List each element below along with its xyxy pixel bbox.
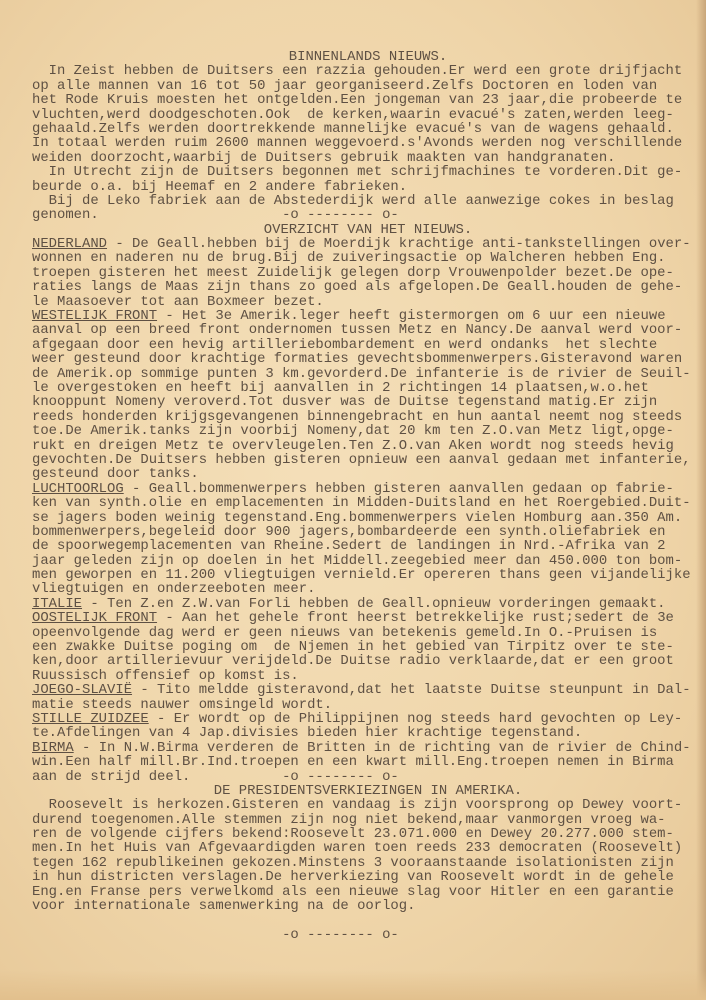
text-line — [32, 367, 704, 381]
line-text: - Het 3e Amerik.leger heeft gistermorgen om 6 uur een nieuwe — [157, 308, 666, 325]
news-item-lead-line — [32, 237, 704, 251]
text-line — [32, 439, 704, 453]
news-item-lead-line — [32, 309, 704, 323]
line-text: gevochten.De Duitsers hebben gisteren opnieuw een aanval gedaan met infanterie, — [32, 451, 691, 468]
line-text: le overgestoken en heeft bij aanvallen in 2 richtingen 14 plaatsen,w.o.het — [32, 379, 649, 396]
line-text: gesteund door tanks. — [32, 466, 199, 483]
line-text: aan de strijd deel. -o -------- o- — [32, 768, 399, 785]
text-line — [32, 568, 704, 582]
line-text: weiden doorzocht,waarbij de Duitsers gebruik maakten van handgranaten. — [32, 149, 616, 166]
line-text: men geworpen en 11.200 vliegtuigen vernield.Er opereren thans geen vijandelijke — [32, 567, 691, 584]
line-text: - In N.W.Birma verderen de Britten in de richting van de rivier de Chind- — [73, 739, 691, 756]
news-item-lead-line — [32, 741, 704, 755]
text-line — [32, 885, 704, 899]
line-text: de Amerik.op sommige punten 3 km.gevorderd.De infanterie is de rivier de Seuil- — [32, 365, 691, 382]
line-text: afgegaan door een hevig artilleriebombardement en werd ondanks het slechte — [32, 336, 658, 353]
text-line — [32, 266, 704, 280]
line-text: weer gesteund door krachtige formaties gevechtsbommenwerpers.Gisteravond waren — [32, 351, 683, 368]
text-line — [32, 79, 704, 93]
line-text: - Aan het gehele front heerst betrekkelijke rust;sedert de 3e — [157, 610, 674, 627]
section-heading — [32, 223, 704, 237]
line-text: genomen. -o -------- o- — [32, 207, 399, 224]
text-line — [32, 467, 704, 481]
line-text: DE PRESIDENTSVERKIEZINGEN IN AMERIKA. — [213, 782, 523, 799]
text-line — [32, 770, 704, 784]
line-text: wonnen en naderen nu de brug.Bij de zuiveringsactie op Walcheren hebben Eng. — [32, 250, 666, 267]
section-label: STILLE ZUIDZEE — [32, 710, 149, 727]
text-line — [32, 136, 704, 150]
text-line — [32, 165, 704, 179]
text-line — [32, 726, 704, 740]
line-text: opeenvolgende dag werd er geen nieuws van betekenis gemeld.In O.-Pruisen is — [32, 624, 658, 641]
text-line — [32, 410, 704, 424]
line-text: In totaal werden ruim 2600 mannen weggevoerd.s'Avonds werden nog verschillende — [32, 135, 683, 152]
line-text: durend toegenomen.Alle stemmen zijn nog niet bekend,maar vanmorgen vroeg wa- — [32, 811, 666, 828]
section-label: WESTELIJK FRONT — [32, 308, 158, 325]
text-line — [32, 180, 704, 194]
line-text: Bij de Leko fabriek aan de Abstederdijk werd alle aanwezige cokes in beslag — [32, 192, 674, 209]
line-text: win.Een half mill.Br.Ind.troepen en een kwart mill.Eng.troepen nemen in Birma — [32, 754, 674, 771]
text-line — [32, 582, 704, 596]
line-text: Roosevelt is herkozen.Gisteren en vandaag is zijn voorsprong op Dewey voort- — [32, 797, 683, 814]
text-line — [32, 194, 704, 208]
text-line — [32, 755, 704, 769]
line-text: beurde o.a. bij Heemaf en 2 andere fabrieken. — [32, 178, 408, 195]
typewritten-newsletter — [32, 50, 704, 942]
line-text: op alle mannen van 16 tot 50 jaar georganiseerd.Zelfs Doctoren en loden van — [32, 77, 658, 94]
line-text: - De Geall.hebben bij de Moerdijk krachtige anti-tankstellingen over- — [107, 236, 691, 253]
news-item-lead-line — [32, 597, 704, 611]
text-line — [32, 899, 704, 913]
text-line — [32, 93, 704, 107]
text-line — [32, 626, 704, 640]
news-item-lead-line — [32, 482, 704, 496]
text-line — [32, 798, 704, 812]
line-text: bommenwerpers,begeleid door 900 jagers,bombardeerde een synth.oliefabriek en — [32, 523, 666, 540]
text-line — [32, 208, 704, 222]
section-heading — [32, 784, 704, 798]
text-line — [32, 251, 704, 265]
text-line — [32, 122, 704, 136]
text-line — [32, 827, 704, 841]
line-text: rukt en dreigen Metz te overvleugelen.Ten Z.O.van Aken wordt nog steeds hevig — [32, 437, 674, 454]
text-line — [32, 151, 704, 165]
line-text: ren de volgende cijfers bekend:Roosevelt 23.071.000 en Dewey 20.277.000 stem- — [32, 826, 674, 843]
section-label: ITALIE — [32, 595, 83, 612]
text-line — [32, 108, 704, 122]
news-item-lead-line — [32, 712, 704, 726]
line-text: se jagers boden weinig tegenstand.Eng.bommenwerpers vielen Homburg aan.350 Am. — [32, 509, 683, 526]
line-text: voor internationale samenwerking na de oorlog. — [32, 898, 416, 915]
text-line — [32, 654, 704, 668]
section-label: BIRMA — [32, 739, 74, 756]
text-line — [32, 280, 704, 294]
line-text: - Er wordt op de Philippijnen nog steeds hard gevochten op Ley- — [148, 710, 683, 727]
section-label: LUCHTOORLOG — [32, 480, 124, 497]
line-text: matie steeds nauwer omsingeld wordt. — [32, 696, 333, 713]
paper-bottom-shade — [0, 970, 706, 1000]
line-text: reeds honderden krijgsgevangenen binnengebracht en hun aantal neemt nog steeds — [32, 408, 683, 425]
line-text: Eng.en Franse pers verwelkomd als een nieuwe slag voor Hitler en een garantie — [32, 883, 674, 900]
news-item-lead-line — [32, 683, 704, 697]
line-text: - Geall.bommenwerpers hebben gisteren aanvallen gedaan op fabrie- — [123, 480, 674, 497]
line-text: BINNENLANDS NIEUWS. — [288, 49, 448, 65]
line-text: OVERZICHT VAN HET NIEUWS. — [263, 221, 473, 238]
line-text: raties langs de Maas zijn thans zo goed als afgelopen.De Geall.houden de gehe- — [32, 279, 683, 296]
line-text: Ruussisch offensief op komst is. — [32, 667, 299, 684]
section-label: JOEGO-SLAVIË — [32, 682, 133, 699]
text-line — [32, 381, 704, 395]
line-text: in hun districten verslagen.De herverkiezing van Roosevelt wordt in de gehele — [32, 869, 674, 886]
line-text: -o -------- o- — [32, 926, 399, 943]
text-line — [32, 525, 704, 539]
text-line — [32, 928, 704, 942]
line-text: aanval op een breed front ondernomen tussen Metz en Nancy.De aanval werd voor- — [32, 322, 683, 339]
line-text: vluchten,werd doodgeschoten.Ook de kerken,waarin evacué's zaten,werden leeg- — [32, 106, 674, 123]
text-line — [32, 640, 704, 654]
line-text: knooppunt Nomeny veroverd.Tot dusver was de Duitse tegenstand matig.Er zijn — [32, 394, 658, 411]
line-text: In Utrecht zijn de Duitsers begonnen met schrijfmachines te vorderen.Dit ge- — [32, 164, 683, 181]
section-label: NEDERLAND — [32, 236, 108, 253]
text-line — [32, 496, 704, 510]
line-text: de spoorwegemplacementen van Rheine.Sedert de landingen in Nrd.-Afrika van 2 — [32, 538, 666, 555]
text-line — [32, 870, 704, 884]
text-line — [32, 295, 704, 309]
line-text: toe.De Amerik.tanks zijn voorbij Nomeny,dat 20 km ten Z.O.van Metz ligt,opge- — [32, 423, 674, 440]
line-text: gehaald.Zelfs werden doortrekkende mannelijke evacué's van de wagens gehaald. — [32, 120, 674, 137]
line-text: vliegtuigen en onderzeeboten meer. — [32, 581, 316, 598]
text-line — [32, 841, 704, 855]
text-line — [32, 323, 704, 337]
line-text: tegen 162 republikeinen gekozen.Minstens 3 vooraanstaande isolationisten zijn — [32, 854, 674, 871]
line-text: het Rode Kruis moesten het ontgelden.Een jongeman van 23 jaar,die probeerde te — [32, 92, 683, 109]
line-text: men.In het Huis van Afgevaardigden waren toen reeds 233 democraten (Roosevelt) — [32, 840, 683, 857]
news-item-lead-line — [32, 611, 704, 625]
text-line — [32, 338, 704, 352]
text-line — [32, 511, 704, 525]
text-line — [32, 813, 704, 827]
line-text: een zwakke Duitse poging om de Njemen in het gebied van Tirpitz over te ste- — [32, 639, 674, 656]
text-line — [32, 539, 704, 553]
section-heading — [32, 50, 704, 64]
text-line — [32, 856, 704, 870]
text-line — [32, 395, 704, 409]
section-label: OOSTELIJK FRONT — [32, 610, 158, 627]
line-text: ken van synth.olie en emplacementen in Midden-Duitsland en het Roergebied.Duit- — [32, 495, 691, 512]
line-text: le Maasoever tot aan Boxmeer bezet. — [32, 293, 324, 310]
line-text: jaar geleden zijn op doelen in het Middell.zeegebied meer dan 450.000 ton bom- — [32, 552, 683, 569]
text-line — [32, 913, 704, 927]
text-line — [32, 453, 704, 467]
text-line — [32, 424, 704, 438]
text-line — [32, 698, 704, 712]
line-text: troepen gisteren het meest Zuidelijk gelegen dorp Vrouwenpolder bezet.De ope- — [32, 264, 674, 281]
line-text: - Tito meldde gisteravond,dat het laatste Duitse steunpunt in Dal- — [132, 682, 691, 699]
line-text: - Ten Z.en Z.W.van Forli hebben de Geall.opnieuw vorderingen gemaakt. — [82, 595, 666, 612]
text-line — [32, 352, 704, 366]
text-line — [32, 554, 704, 568]
line-text: In Zeist hebben de Duitsers een razzia gehouden.Er werd een grote drijfjacht — [32, 63, 683, 80]
line-text: te.Afdelingen van 4 Jap.divisies bieden hier krachtige tegenstand. — [32, 725, 583, 742]
line-text: ken,door artillerievuur verijdeld.De Duitse radio verklaarde,dat er een groot — [32, 653, 674, 670]
text-line — [32, 64, 704, 78]
